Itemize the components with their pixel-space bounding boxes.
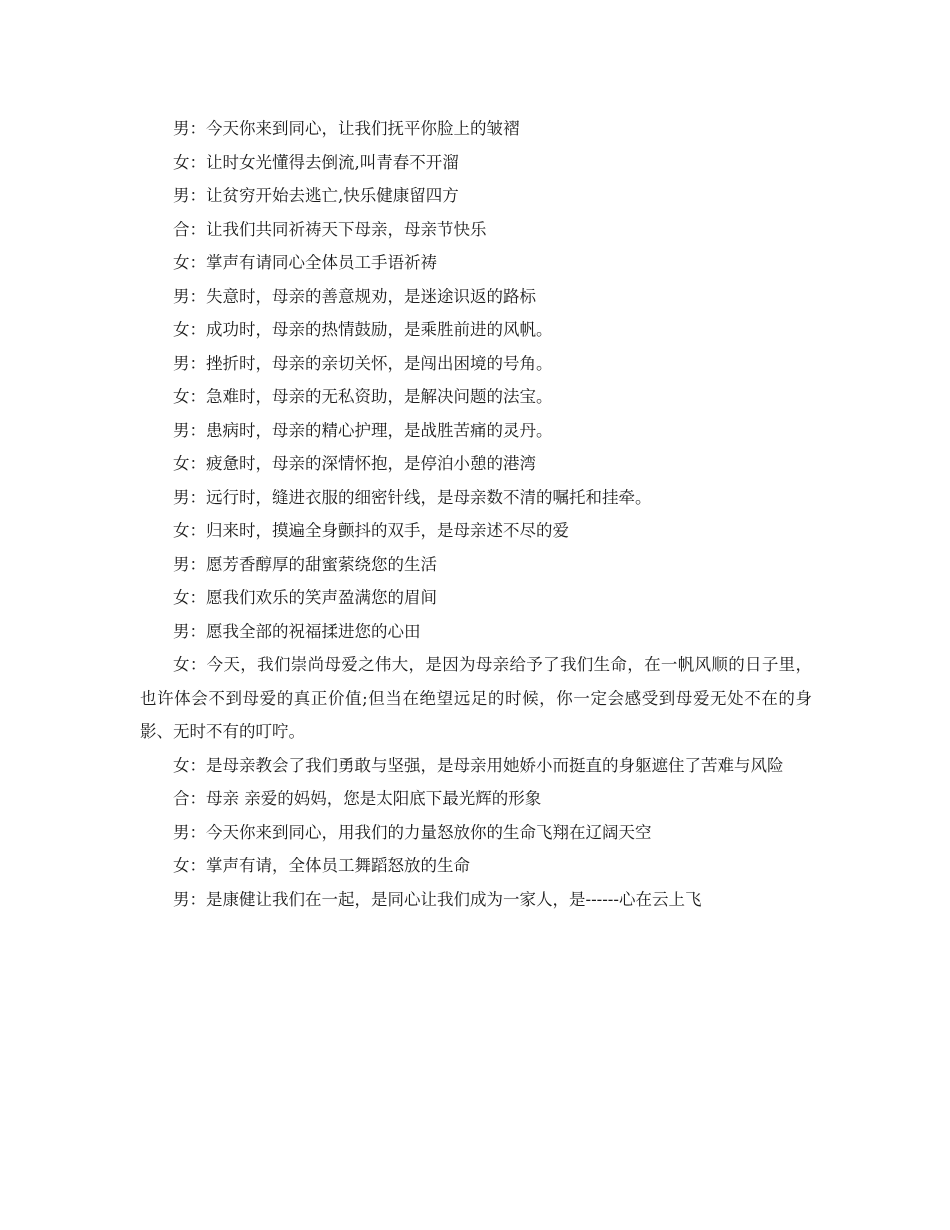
paragraph: 女：急难时，母亲的无私资助，是解决问题的法宝。 [173,387,553,406]
paragraph: 男：是康健让我们在一起，是同心让我们成为一家人，是------心在云上飞 [173,889,702,909]
paragraph: 合：母亲 亲爱的妈妈，您是太阳底下最光辉的形象 [173,789,542,808]
paragraph: 男：患病时，母亲的精心护理，是战胜苦痛的灵丹。 [173,420,553,440]
paragraph: 男：今天你来到同心，用我们的力量怒放你的生命飞翔在辽阔天空 [173,822,652,842]
document-body [140,112,812,916]
paragraph: 男：远行时，缝进衣服的细密针线，是母亲数不清的嘱托和挂牵。 [173,487,652,507]
paragraph: 男：挫折时，母亲的亲切关怀，是闯出困境的号角。 [173,353,553,373]
paragraph: 女：掌声有请，全体员工舞蹈怒放的生命 [173,856,470,875]
paragraph: 女：归来时，摸遍全身颤抖的双手，是母亲述不尽的爱 [173,521,569,540]
paragraph: 合：让我们共同祈祷天下母亲，母亲节快乐 [173,219,487,239]
paragraph: 男：愿我全部的祝福揉进您的心田 [173,621,421,641]
paragraph: 女：掌声有请同心全体员工手语祈祷 [173,253,437,272]
paragraph: 女：成功时，母亲的热情鼓励，是乘胜前进的风帆。 [173,320,553,339]
paragraph: 男：让贫穷开始去逃亡,快乐健康留四方 [173,186,459,205]
paragraph: 女：今天，我们崇尚母爱之伟大，是因为母亲给予了我们生命，在一帆风顺的日子里，也许体会不到母爱的真正价值;但当在绝望远足的时候，你一定会感受到母爱无处不在的身影、无时不有的叮咛。 [140,655,812,741]
paragraph: 女：是母亲教会了我们勇敢与坚强，是母亲用她娇小而挺直的身躯遮住了苦难与风险 [173,755,784,775]
paragraph: 男：失意时，母亲的善意规劝，是迷途识返的路标 [173,286,536,306]
paragraph: 男：今天你来到同心，让我们抚平你脸上的皱褶 [173,119,520,138]
paragraph: 女：疲惫时，母亲的深情怀抱，是停泊小憩的港湾 [173,454,536,473]
paragraph: 女：让时女光懂得去倒流,叫青春不开溜 [173,152,459,172]
paragraph: 男：愿芳香醇厚的甜蜜萦绕您的生活 [173,554,437,574]
paragraph: 女：愿我们欢乐的笑声盈满您的眉间 [173,588,437,607]
